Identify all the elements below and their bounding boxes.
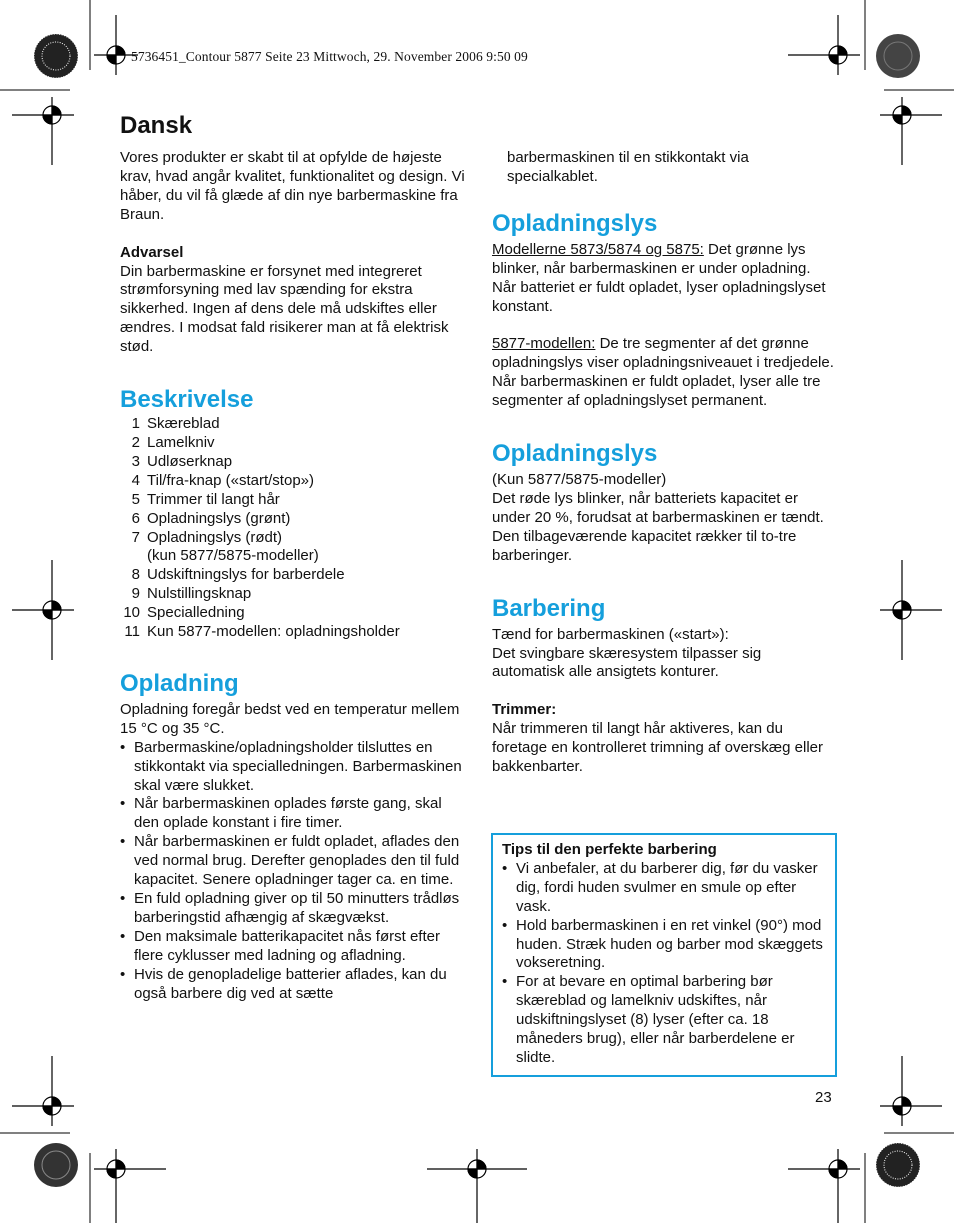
list-item: 7 Opladningslys (rødt) (kun 5877/5875-modeller) — [131, 528, 319, 565]
charging-intro: Opladning foregår bedst ved en temperatur mellem 15 °C og 35 °C. — [120, 700, 460, 737]
charge-light-5877-text: 5877-modellen: De tre segmenter af det grønne opladningslys viser opladningsniveauet i tredjedele. Når barbermaskinen er fuldt opladet, lyser alle tre segmenter af opladningslyset permanent. — [492, 335, 834, 410]
list-item: 5 Trimmer til langt hår — [131, 490, 280, 508]
intro-text: Vores produkter er skabt til at opfylde de højeste krav, hvad angår kvalitet, funktionalitet og design. Vi håber, du vil få glæde af din nye barbermaskine fra Braun. — [120, 149, 465, 223]
parts-list — [120, 415, 465, 642]
tips-box — [491, 833, 837, 1077]
charging-heading: Opladning — [120, 669, 239, 697]
trimmer-text: Når trimmeren til langt hår aktiveres, kan du foretage en kontrolleret trimning af overskæg eller bakkenbarter. — [492, 720, 823, 776]
trimmer-heading: Trimmer: — [492, 701, 557, 719]
list-item: • Vi anbefaler, at du barberer dig, før du vasker dig, fordi huden svulmer en smule op efter vask. — [502, 859, 818, 915]
list-item: 4 Til/fra-knap («start/stop») — [131, 471, 314, 489]
left-column — [120, 110, 465, 1003]
list-item: 6 Opladningslys (grønt) — [131, 509, 291, 527]
models-label: Modellerne 5873/5874 og 5875: — [492, 240, 704, 258]
charge-light-red-text: Det røde lys blinker, når batteriets kapacitet er under 20 %, forudsat at barbermaskinen er tændt. Den tilbageværende kapacitet rækker til to-tre barberinger. — [492, 489, 824, 564]
list-item: • En fuld opladning giver op til 50 minutters trådløs barberingstid afhængig af skægvækst. — [120, 890, 460, 926]
print-slug: 5736451_Contour 5877 Seite 23 Mittwoch, 29. November 2006 9:50 09 — [131, 49, 528, 64]
list-item: 11 Kun 5877-modellen: opladningsholder — [124, 623, 400, 641]
description-heading: Beskrivelse — [120, 386, 254, 414]
charging-continuation: barbermaskinen til en stikkontakt via specialkablet. — [507, 149, 749, 185]
list-item: • Når barbermaskinen er fuldt opladet, aflades den ved normal brug. Derefter genoplades den til fuld kapacitet. Senere opladninger tager ca. en time. — [120, 833, 460, 889]
page-title: Dansk — [120, 112, 193, 139]
tips-list — [502, 860, 827, 1068]
list-item: • Når barbermaskinen oplades første gang, skal den oplade konstant i fire timer. — [120, 795, 442, 832]
charging-list — [120, 739, 465, 1004]
charge-light-red-sub: (Kun 5877/5875-modeller) — [492, 471, 667, 489]
list-item: 2 Lamelkniv — [131, 433, 215, 451]
list-item: • Hold barbermaskinen i en ret vinkel (90°) mod huden. Stræk huden og barber mod skæggets vokseretning. — [502, 916, 823, 972]
shaving-line2: Det svingbare skæresystem tilpasser sig automatisk alle ansigtets konturer. — [492, 644, 762, 681]
charge-light-red-heading: Opladningslys — [492, 440, 658, 468]
shaving-heading: Barbering — [492, 594, 606, 622]
warning-text: Din barbermaskine er forsynet med integreret strømforsyning med lav spænding for ekstra sikkerhed. Ingen af dens dele må udskiftes eller ændres. I modsat fald risikerer man at få elektrisk stød. — [120, 262, 449, 356]
list-item: 9 Nulstillingsknap — [131, 585, 252, 603]
warning-heading: Advarsel — [120, 243, 184, 261]
list-item: 10 Specialledning — [123, 604, 245, 622]
model-5877-label: 5877-modellen: — [492, 335, 596, 353]
list-item: • Barbermaskine/opladningsholder tilsluttes en stikkontakt via specialledningen. Barbermaskinen skal være slukket. — [120, 738, 462, 794]
list-item: • For at bevare en optimal barbering bør skæreblad og lamelkniv udskiftes, når udskiftningslyset (8) lyser (efter ca. 18 måneders brug), eller når barberdelene er slidte. — [502, 973, 795, 1066]
list-item: 3 Udløserknap — [131, 452, 233, 470]
charge-light-models-text: Modellerne 5873/5874 og 5875: Det grønne lys blinker, når barbermaskinen er under opladning. Når batteriet er fuldt opladet, lyser opladningslyset konstant. — [492, 240, 826, 315]
charge-light-heading: Opladningslys — [492, 209, 658, 237]
right-column — [492, 110, 837, 777]
tips-heading: Tips til den perfekte barbering — [502, 841, 717, 858]
page-number: 23 — [815, 1089, 832, 1106]
list-item: • Hvis de genopladelige batterier aflades, kan du også barbere dig ved at sætte — [120, 965, 447, 1002]
list-item: 1 Skæreblad — [131, 415, 220, 433]
shaving-line1: Tænd for barbermaskinen («start»): — [492, 625, 729, 643]
list-item: 8 Udskiftningslys for barberdele — [131, 566, 345, 584]
list-item: • Den maksimale batterikapacitet nås først efter flere cyklusser med ladning og afladning. — [120, 927, 440, 964]
